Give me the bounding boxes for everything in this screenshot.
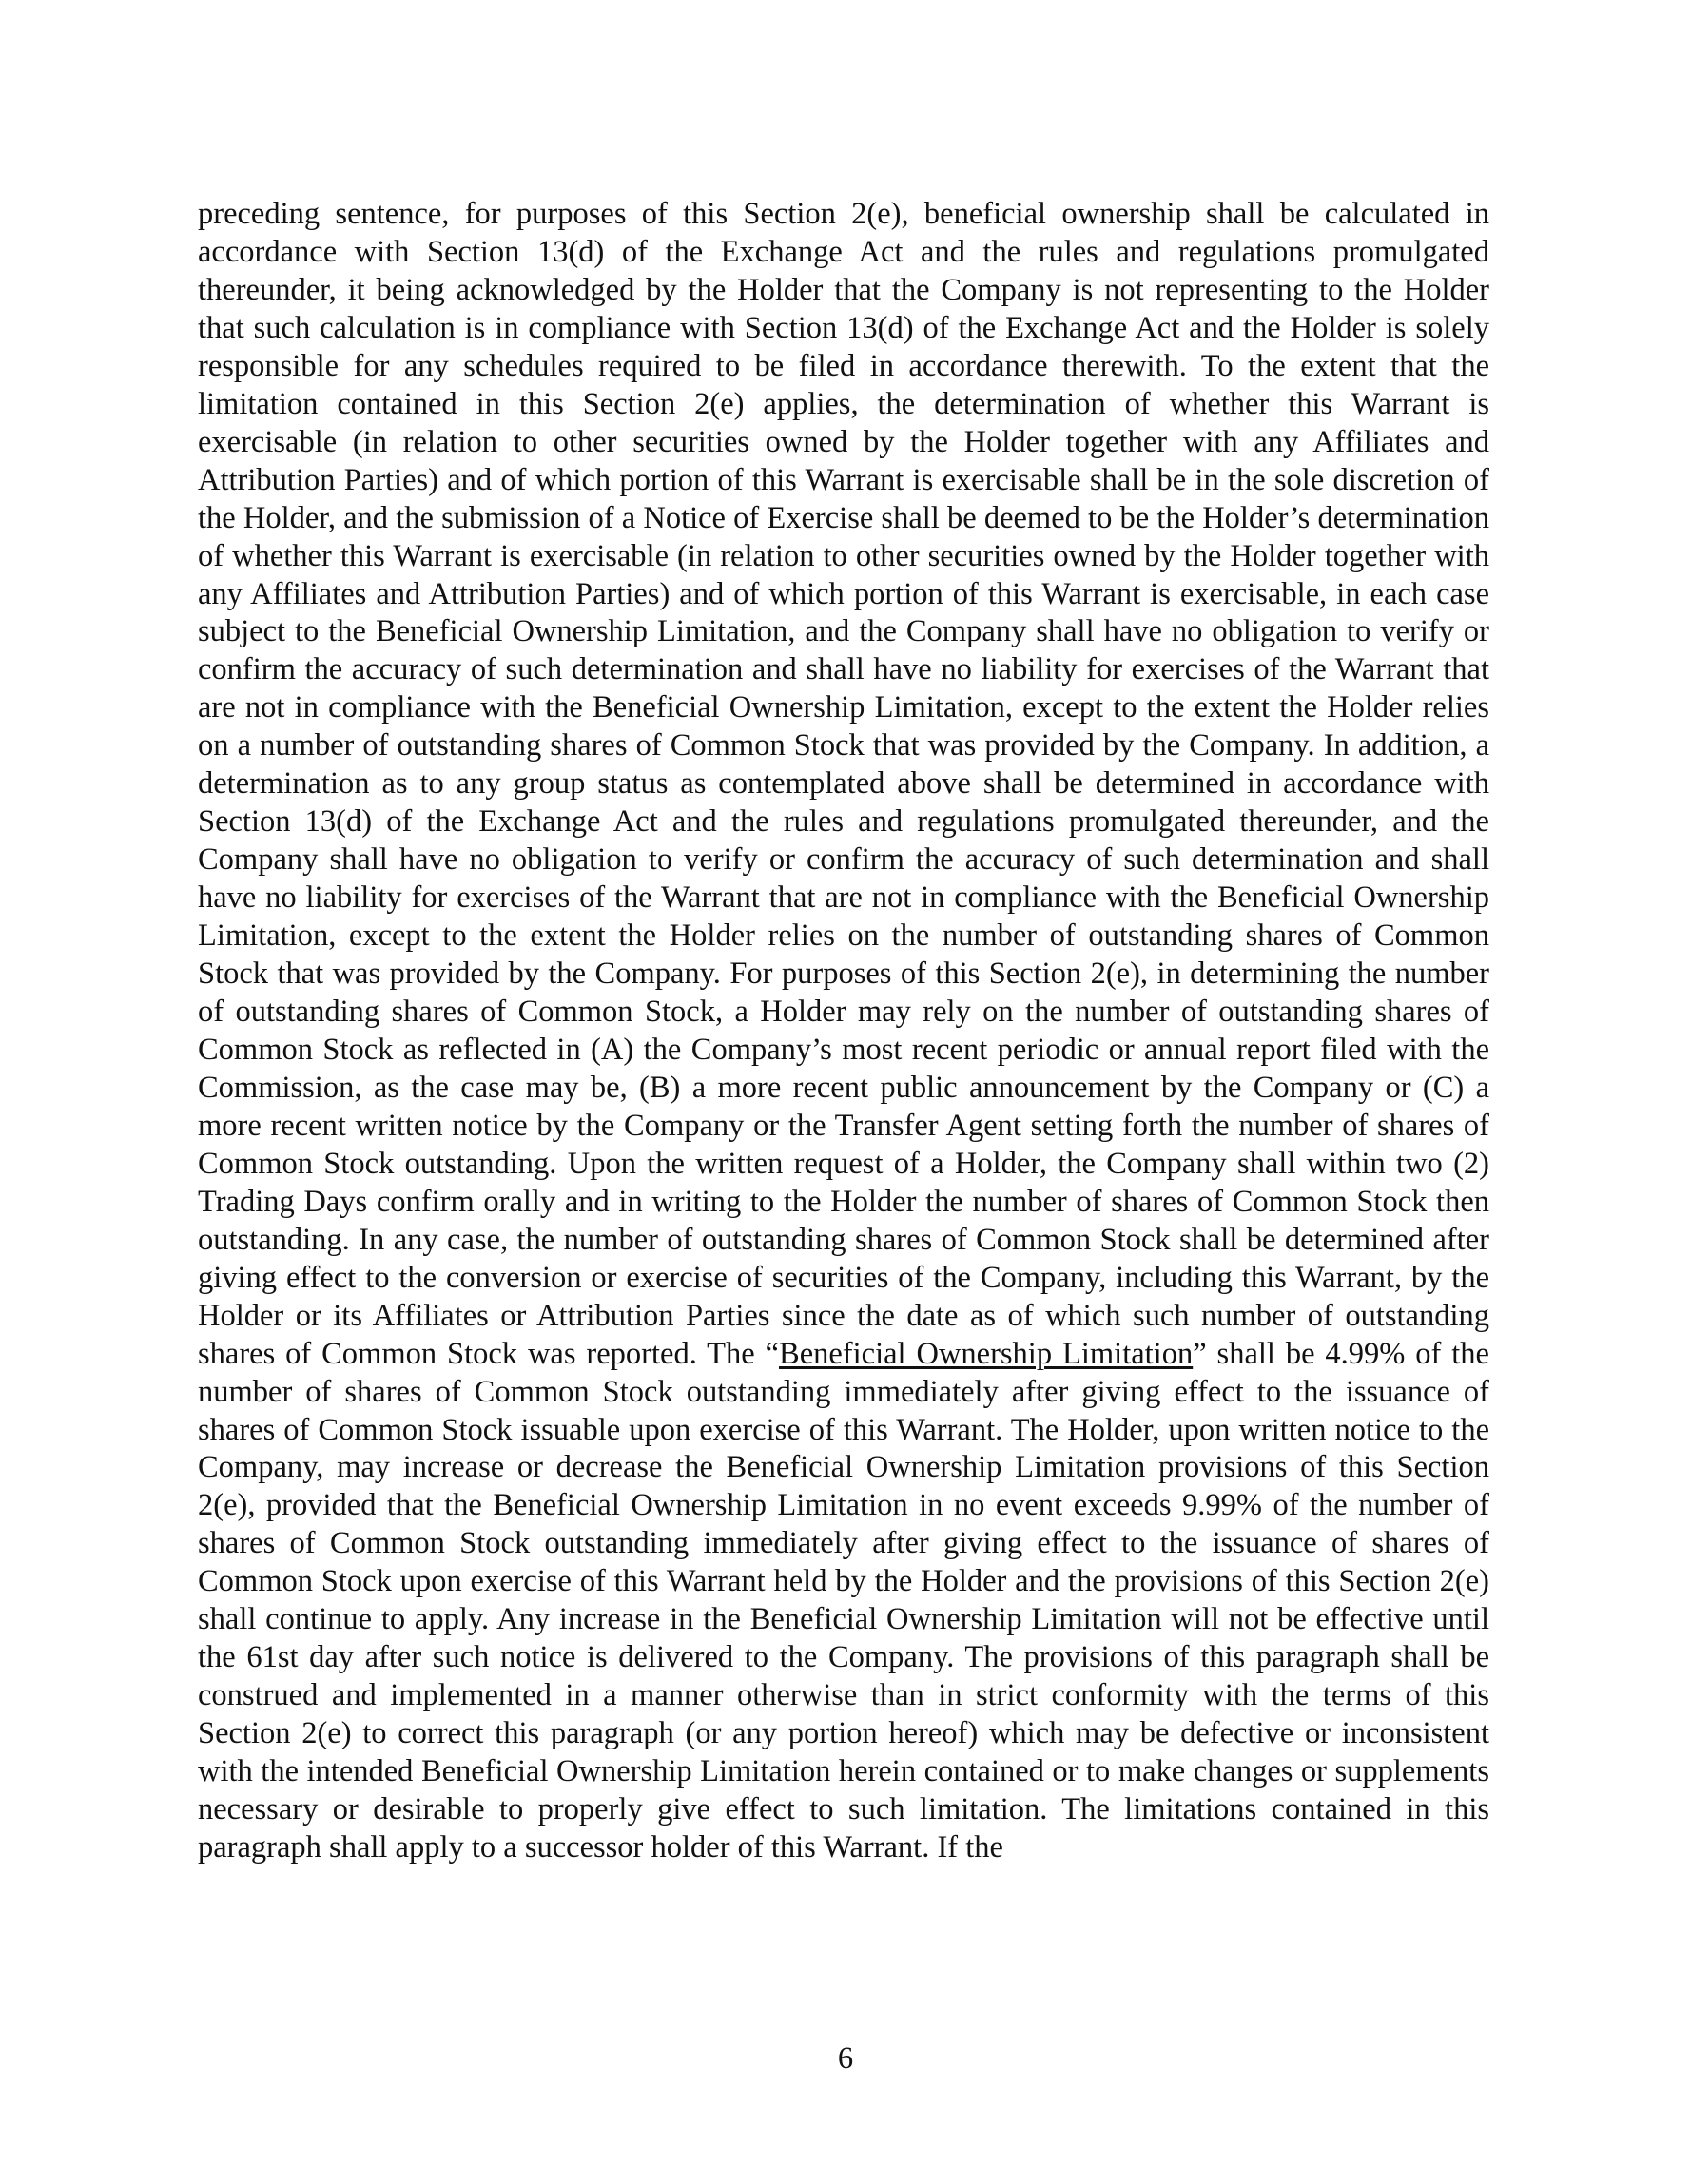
body-paragraph: [198, 196, 1489, 1867]
paragraph-text-after-term: ” shall be 4.99% of the number of shares of Common Stock outstanding immediately after giving effect to the issuance of shares of Common Stock issuable upon exercise of this Warrant. The Holder, upon written notice to the Company, may increase or decrease the Beneficial Ownership Limitation provisions of this Section 2(e), provided that the Beneficial Ownership Limitation in no event exceeds 9.99% of the number of shares of Common Stock outstanding immediately after giving effect to the issuance of shares of Common Stock upon exercise of this Warrant held by the Holder and the provisions of this Section 2(e) shall continue to apply. Any increase in the Beneficial Ownership Limitation will not be effective until the 61st day after such notice is delivered to the Company. The provisions of this paragraph shall be construed and implemented in a manner otherwise than in strict conformity with the terms of this Section 2(e) to correct this paragraph (or any portion hereof) which may be defective or inconsistent with the intended Beneficial Ownership Limitation herein contained or to make changes or supplements necessary or desirable to properly give effect to such limitation. The limitations contained in this paragraph shall apply to a successor holder of this Warrant. If the: [198, 1336, 1489, 1865]
defined-term-beneficial-ownership-limitation: Beneficial Ownership Limitation: [779, 1336, 1194, 1371]
page-number: 6: [837, 2041, 854, 2076]
paragraph-text-before-term: preceding sentence, for purposes of this Section 2(e), beneficial ownership shall be calculated in accordance with Section 13(d) of the Exchange Act and the rules and regulations promulgated thereunder, it being acknowledged by the Holder that the Company is not representing to the Holder that such calculation is in compliance with Section 13(d) of the Exchange Act and the Holder is solely responsible for any schedules required to be filed in accordance therewith. To the extent that the limitation contained in this Section 2(e) applies, the determination of whether this Warrant is exercisable (in relation to other securities owned by the Holder together with any Affiliates and Attribution Parties) and of which portion of this Warrant is exercisable shall be in the sole discretion of the Holder, and the submission of a Notice of Exercise shall be deemed to be the Holder’s determination of whether this Warrant is exercisable (in relation to other securities owned by the Holder together with any Affiliates and Attribution Parties) and of which portion of this Warrant is exercisable, in each case subject to the Beneficial Ownership Limitation, and the Company shall have no obligation to verify or confirm the accuracy of such determination and shall have no liability for exercises of the Warrant that are not in compliance with the Beneficial Ownership Limitation, except to the extent the Holder relies on a number of outstanding shares of Common Stock that was provided by the Company. In addition, a determination as to any group status as contemplated above shall be determined in accordance with Section 13(d) of the Exchange Act and the rules and regulations promulgated thereunder, and the Company shall have no obligation to verify or confirm the accuracy of such determination and shall have no liability for exercises of the Warrant that are not in compliance with the Beneficial Ownership Limitation, except to the extent the Holder relies on the number of outstanding shares of Common Stock that was provided by the Company. For purposes of this Section 2(e), in determining the number of outstanding shares of Common Stock, a Holder may rely on the number of outstanding shares of Common Stock as reflected in (A) the Company’s most recent periodic or annual report filed with the Commission, as the case may be, (B) a more recent public announcement by the Company or (C) a more recent written notice by the Company or the Transfer Agent setting forth the number of shares of Common Stock outstanding. Upon the written request of a Holder, the Company shall within two (2) Trading Days confirm orally and in writing to the Holder the number of shares of Common Stock then outstanding. In any case, the number of outstanding shares of Common Stock shall be determined after giving effect to the conversion or exercise of securities of the Company, including this Warrant, by the Holder or its Affiliates or Attribution Parties since the date as of which such number of outstanding shares of Common Stock was reported. The “: [198, 197, 1489, 1371]
